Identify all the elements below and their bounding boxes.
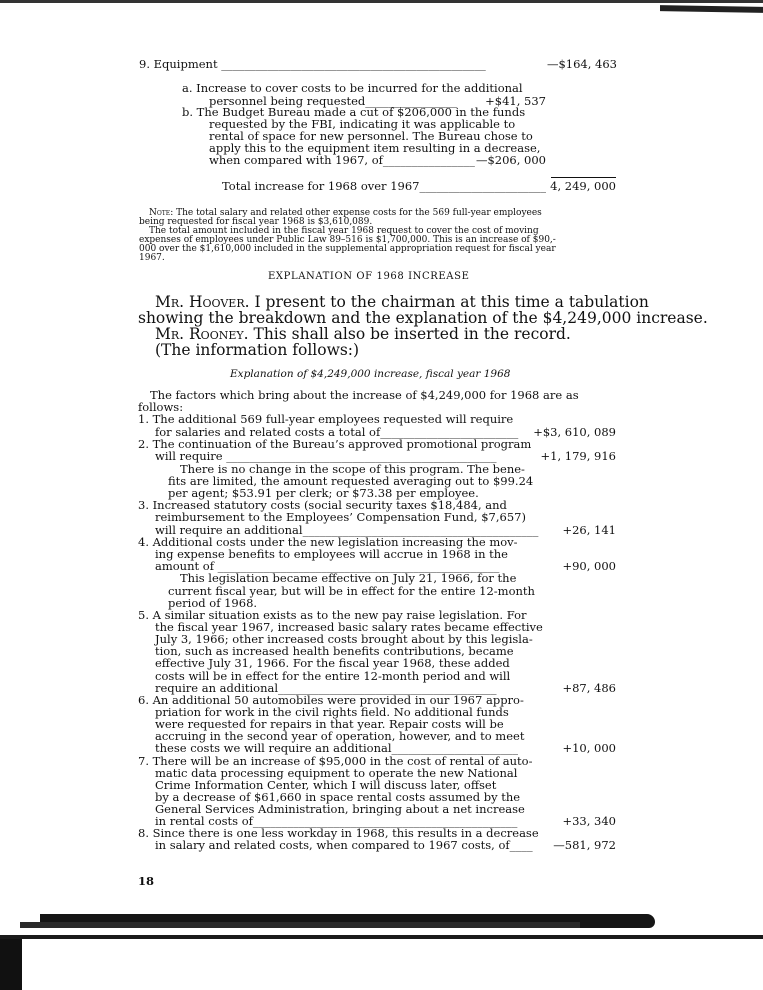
rooney-text: This shall also be inserted in the record. xyxy=(248,325,571,343)
item5-line-7: require an additional______________________________________ xyxy=(155,681,497,695)
item9-label: 9. Equipment ______________________________________________ xyxy=(139,57,486,71)
section-heading: EXPLANATION OF 1968 INCREASE xyxy=(268,271,470,282)
item2-amount: +1, 179, 916 xyxy=(540,449,616,463)
item9b-line-4: apply this to the equipment item resulting in a decrease, xyxy=(209,141,541,155)
item6-amount: +10, 000 xyxy=(562,741,616,755)
item1-line-1: 1. The additional 569 full-year employees requested will require xyxy=(138,412,514,426)
note-label: Note xyxy=(149,208,171,218)
item6-line-4: accruing in the second year of operation, however, and to meet xyxy=(155,729,525,743)
intro-line-2: follows: xyxy=(138,400,184,414)
note-line-3: The total amount included in the fiscal year 1968 request to cover the cost of moving xyxy=(149,226,539,236)
item2-line-1: 2. The continuation of the Bureau’s approved promotional program xyxy=(138,437,532,451)
item9-amount: —$164, 463 xyxy=(546,57,617,71)
item5-line-2: the fiscal year 1967, increased basic salary rates became effective xyxy=(155,620,543,634)
item9a-line-2: personnel being requested________________ xyxy=(209,94,458,108)
item9a-amount: +$41, 537 xyxy=(485,94,546,108)
item5-line-6: costs will be in effect for the entire 12-month period and will xyxy=(155,669,511,683)
item7-line-4: by a decrease of $61,660 in space rental costs assumed by the xyxy=(155,790,521,804)
item1-amount: +$3, 610, 089 xyxy=(533,425,616,439)
total-increase-label: Total increase for 1968 over 1967______________________ xyxy=(222,179,546,193)
item5-amount: +87, 486 xyxy=(562,681,616,695)
item3-line-1: 3. Increased statutory costs (social security taxes $18,484, and xyxy=(138,498,507,512)
total-rule xyxy=(551,177,616,178)
item7-line-6: in rental costs of______________________________________________ xyxy=(155,814,518,828)
item3-amount: +26, 141 xyxy=(562,523,616,537)
item5-line-4: tion, such as increased health benefits contributions, became xyxy=(155,644,514,658)
item9b-amount: —$206, 000 xyxy=(475,153,546,167)
item2-line-5: per agent; $53.91 per clerk; or $73.38 per employee. xyxy=(168,486,479,500)
item8-line-1: 8. Since there is one less workday in 1968, this results in a decrease xyxy=(138,826,539,840)
note-line-4: expenses of employees under Public Law 89–516 is $1,700,000. This is an increase of $90,- xyxy=(139,235,556,245)
note-line-2: being requested for fiscal year 1968 is $3,610,089. xyxy=(139,217,373,227)
note-text-1: : The total salary and related other expense costs for the 569 full-year employees xyxy=(170,208,542,218)
item9b-line-1: b. The Budget Bureau made a cut of $206,000 in the funds xyxy=(182,105,526,119)
item2-line-3: There is no change in the scope of this program. The bene- xyxy=(180,462,525,476)
rooney-line xyxy=(155,326,571,342)
hoover-line-2: showing the breakdown and the explanation of the $4,249,000 increase. xyxy=(138,309,708,327)
item5-line-1: 5. A similar situation exists as to the new pay raise legislation. For xyxy=(138,608,527,622)
page-number: 18 xyxy=(138,874,155,888)
scan-bar-bottom-edge xyxy=(20,922,580,928)
item4-line-2: ing expense benefits to employees will accrue in 1968 in the xyxy=(155,547,508,561)
item4-line-3: amount of _________________________________________________ xyxy=(155,559,500,573)
item4-line-5: current fiscal year, but will be in effect for the entire 12-month xyxy=(168,584,535,598)
scan-mark-top-right xyxy=(660,5,763,13)
item4-line-4: This legislation became effective on July 21, 1966, for the xyxy=(180,571,517,585)
note-line-5: 000 over the $1,610,000 included in the supplemental appropriation request for fiscal year xyxy=(139,244,556,254)
item6-line-2: priation for work in the civil rights field. No additional funds xyxy=(155,705,509,719)
total-increase-amount: 4, 249, 000 xyxy=(550,179,616,193)
item4-amount: +90, 000 xyxy=(562,559,616,573)
item2-line-2: will require _______________________________________________ xyxy=(155,449,497,463)
item9a-line-1: a. Increase to cover costs to be incurred for the additional xyxy=(182,81,523,95)
hoover-text-1: I present to the chairman at this time a tabulation xyxy=(249,293,649,311)
item7-line-2: matic data processing equipment to operate the new National xyxy=(155,766,518,780)
rooney-name: Mr. Rooney. xyxy=(155,325,249,343)
item9b-line-3: rental of space for new personnel. The Bureau chose to xyxy=(209,129,533,143)
item7-line-5: General Services Administration, bringing about a net increase xyxy=(155,802,525,816)
item1-line-2: for salaries and related costs a total of________________________ xyxy=(155,425,519,439)
hoover-line-1 xyxy=(155,294,649,310)
item2-line-4: fits are limited, the amount requested averaging out to $99.24 xyxy=(168,474,534,488)
item4-line-6: period of 1968. xyxy=(168,596,258,610)
scan-edge-top xyxy=(0,0,763,3)
item4-line-1: 4. Additional costs under the new legislation increasing the mov- xyxy=(138,535,518,549)
item9b-line-5: when compared with 1967, of________________ xyxy=(209,153,475,167)
scan-edge-left xyxy=(0,935,22,990)
intro-line-1: The factors which bring about the increase of $4,249,000 for 1968 are as xyxy=(150,388,579,402)
table-title: Explanation of $4,249,000 increase, fiscal year 1968 xyxy=(230,368,511,380)
item8-line-2: in salary and related costs, when compared to 1967 costs, of____ xyxy=(155,838,533,852)
item7-amount: +33, 340 xyxy=(562,814,616,828)
item6-line-5: these costs we will require an additional______________________ xyxy=(155,741,519,755)
item3-line-3: will require an additional_________________________________________ xyxy=(155,523,539,537)
item6-line-1: 6. An additional 50 automobiles were provided in our 1967 appro- xyxy=(138,693,524,707)
item3-line-2: reimbursement to the Employees’ Compensation Fund, $7,657) xyxy=(155,510,526,524)
item7-line-3: Crime Information Center, which I will discuss later, offset xyxy=(155,778,497,792)
item5-line-3: July 3, 1966; other increased costs brought about by this legisla- xyxy=(155,632,533,646)
info-follows: (The information follows:) xyxy=(155,341,360,359)
hoover-name: Mr. Hoover. xyxy=(155,293,250,311)
item5-line-5: effective July 31, 1966. For the fiscal year 1968, these added xyxy=(155,656,510,670)
item7-line-1: 7. There will be an increase of $95,000 in the cost of rental of auto- xyxy=(138,754,533,768)
item9b-line-2: requested by the FBI, indicating it was applicable to xyxy=(209,117,516,131)
item6-line-3: were requested for repairs in that year. Repair costs will be xyxy=(155,717,504,731)
note-line-6: 1967. xyxy=(139,253,165,263)
item8-amount: —581, 972 xyxy=(553,838,616,852)
scan-edge-bottom xyxy=(0,935,763,939)
